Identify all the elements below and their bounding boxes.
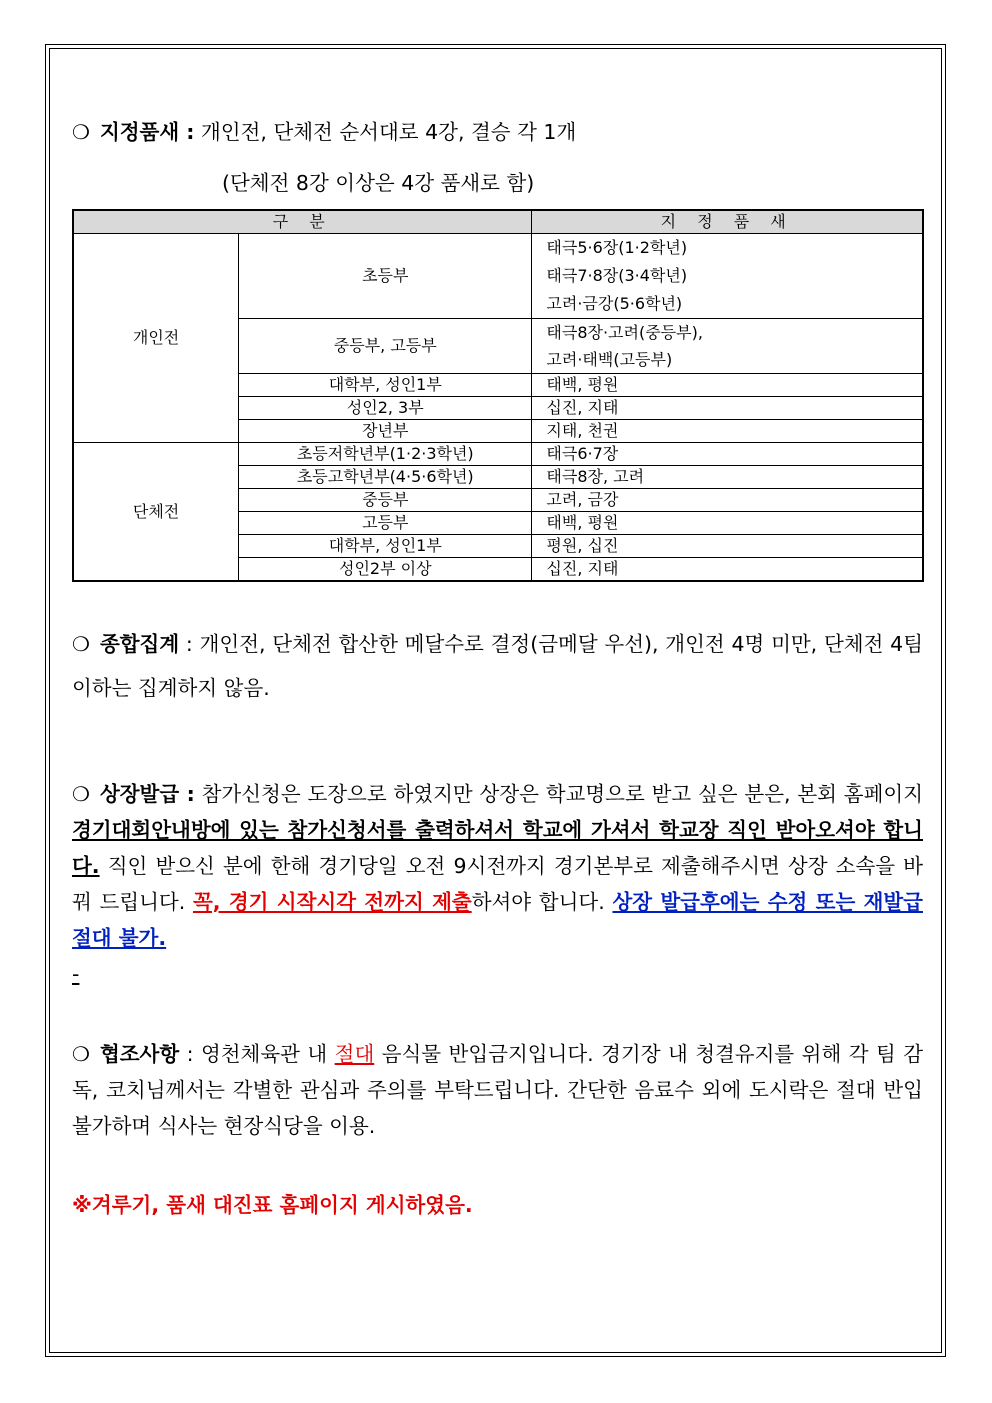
header-poomsae: 지 정 품 새 xyxy=(532,210,923,234)
award-text-5: 하셔야 합니다. xyxy=(471,890,613,914)
bracket-notice: ※겨루기, 품새 대진표 홈페이지 게시하였음. xyxy=(72,1193,473,1217)
circle-bullet-icon: ❍ xyxy=(72,632,90,656)
table-header-row xyxy=(73,210,923,234)
cooperation-text-1: : 영천체육관 내 xyxy=(179,1042,335,1066)
circle-bullet-icon: ❍ xyxy=(72,782,90,806)
poomsae-cell: 태극6·7장 xyxy=(532,443,923,466)
division-cell: 중등부 xyxy=(239,489,532,512)
poomsae-cell: 태극8장, 고려 xyxy=(532,466,923,489)
award-dash: - xyxy=(72,962,80,986)
poomsae-cell: 십진, 지태 xyxy=(532,558,923,582)
cooperation-section xyxy=(72,1036,923,1144)
poomsae-line: 태극5·6장(1·2학년) xyxy=(546,238,688,257)
designated-poomsae-heading: 지정품새 : xyxy=(99,120,195,144)
division-cell: 초등저학년부(1·2·3학년) xyxy=(239,443,532,466)
division-cell: 초등고학년부(4·5·6학년) xyxy=(239,466,532,489)
poomsae-cell xyxy=(532,234,923,319)
individual-label: 개인전 xyxy=(73,234,239,443)
award-heading: 상장발급 : xyxy=(99,782,195,806)
poomsae-cell: 고려, 금강 xyxy=(532,489,923,512)
poomsae-cell: 십진, 지태 xyxy=(532,397,923,420)
poomsae-line: 고려·태백(고등부) xyxy=(546,350,673,369)
overall-section xyxy=(72,622,923,710)
division-cell: 성인2, 3부 xyxy=(239,397,532,420)
award-deadline-red: 꼭, 경기 시작시각 전까지 제출 xyxy=(192,890,472,914)
cooperation-text-3: 음식물 반입금지입니다. 경기장 내 청결유지를 위해 각 팀 감독, 코치님께서는 각별한 관심과 주의를 부탁드립니다. 간단한 음료수 외에 도시락은 절대 반입불가하며 식사는 현장식당을 이용. xyxy=(72,1042,923,1138)
division-cell: 초등부 xyxy=(239,234,532,319)
poomsae-cell: 태백, 평원 xyxy=(532,512,923,535)
poomsae-cell xyxy=(532,319,923,374)
award-section xyxy=(72,776,923,992)
poomsae-line: 태극7·8장(3·4학년) xyxy=(546,266,688,285)
cooperation-emphasis-red: 절대 xyxy=(334,1042,375,1066)
poomsae-cell: 평원, 십진 xyxy=(532,535,923,558)
overall-heading: 종합집계 xyxy=(99,632,180,656)
division-cell: 중등부, 고등부 xyxy=(239,319,532,374)
award-warning-blue: 상장 발급후에는 수정 또는 재발급 절대 불가. xyxy=(72,890,923,950)
poomsae-cell: 태백, 평원 xyxy=(532,374,923,397)
award-text-1: 참가신청은 도장으로 하였지만 상장은 학교명으로 받고 싶은 분은, 본회 홈페이지 xyxy=(194,782,923,806)
division-cell: 대학부, 성인1부 xyxy=(239,535,532,558)
circle-bullet-icon: ❍ xyxy=(72,120,90,144)
team-label: 단체전 xyxy=(73,443,239,582)
cooperation-heading: 협조사항 xyxy=(99,1042,180,1066)
overall-text: : 개인전, 단체전 합산한 메달수로 결정(금메달 우선), 개인전 4명 미만, 단체전 4팀 이하는 집계하지 않음. xyxy=(72,632,923,700)
circle-bullet-icon: ❍ xyxy=(72,1042,90,1066)
division-cell: 장년부 xyxy=(239,420,532,443)
poomsae-table xyxy=(72,209,924,582)
designated-poomsae-text: 개인전, 단체전 순서대로 4강, 결승 각 1개 xyxy=(194,120,577,144)
division-cell: 대학부, 성인1부 xyxy=(239,374,532,397)
table-row xyxy=(73,443,923,466)
header-category: 구 분 xyxy=(73,210,532,234)
table-row xyxy=(73,234,923,319)
poomsae-line: 태극8장·고려(중등부), xyxy=(546,323,703,342)
division-cell: 고등부 xyxy=(239,512,532,535)
designated-poomsae-note: (단체전 8강 이상은 4강 품새로 함) xyxy=(222,171,535,195)
award-text-3: 직인 받으신 분에 한해 경기당일 오전 9시전까지 경기본부로 제출해주시면 상장 소속을 바꿔 드립니다. xyxy=(72,854,923,914)
poomsae-cell: 지태, 천권 xyxy=(532,420,923,443)
division-cell: 성인2부 이상 xyxy=(239,558,532,582)
award-emphasis-underlined: 경기대회안내방에 있는 참가신청서를 출력하셔서 학교에 가셔서 학교장 직인 받아오셔야 합니다. xyxy=(72,818,923,878)
designated-poomsae-section xyxy=(72,114,923,150)
poomsae-line: 고려·금강(5·6학년) xyxy=(546,294,683,313)
